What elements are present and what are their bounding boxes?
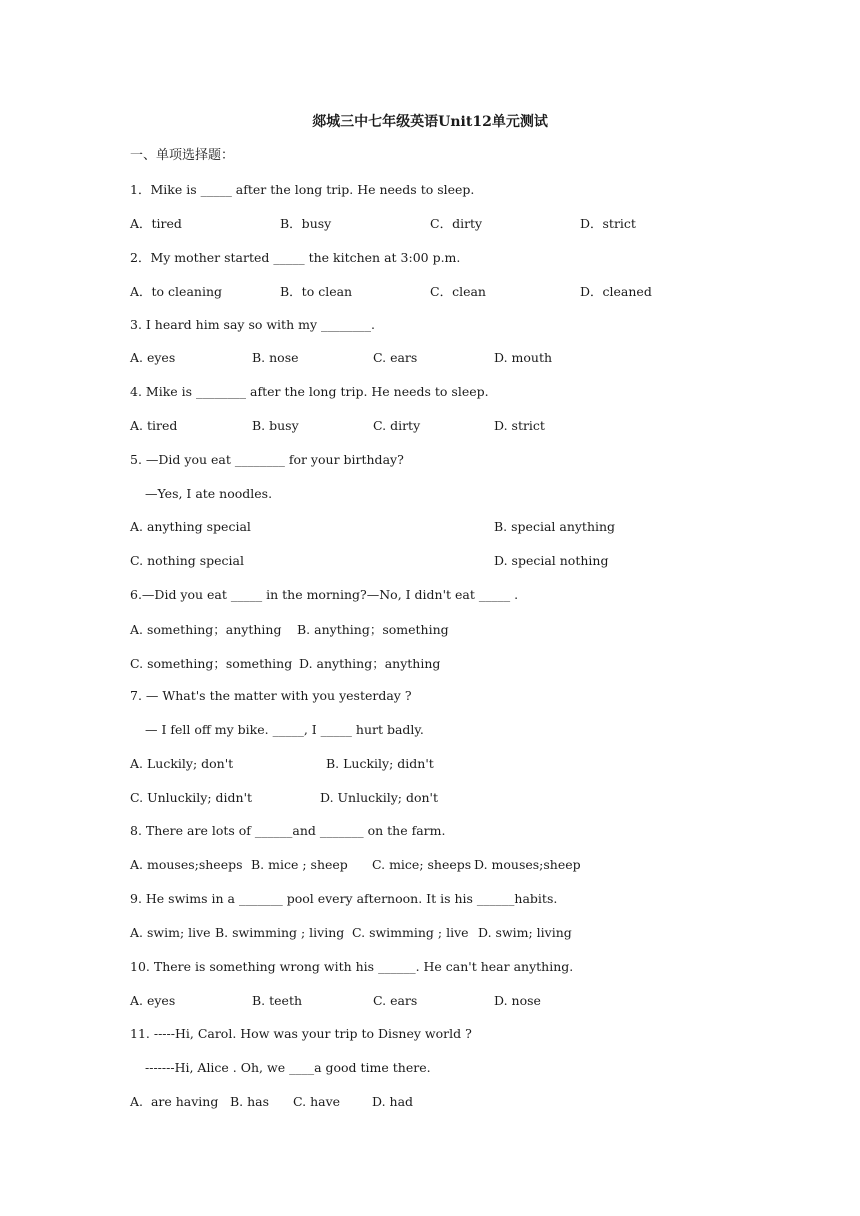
question-11-option-c: C. have (293, 1094, 341, 1109)
question-10-option-b: B. teeth (252, 993, 303, 1008)
question-1-option-a: A．tired (130, 216, 182, 231)
question-8-option-b: B. mice ; sheep (251, 857, 348, 872)
question-5-stem: 5. —Did you eat ________ for your birthday? (130, 452, 404, 467)
question-1-option-c: C．dirty (430, 216, 483, 231)
question-5-option-c: C. nothing special (130, 553, 245, 568)
question-2-stem: 2．My mother started _____ the kitchen at 3:00 p.m. (130, 250, 461, 265)
question-10-option-d: D. nose (494, 993, 541, 1008)
question-10-option-a: A. eyes (130, 993, 176, 1008)
question-3-stem: 3. I heard him say so with my ________. (130, 317, 375, 332)
question-6-option-b: B. anything；something (297, 622, 449, 637)
question-7-stem: 7. — What's the matter with you yesterday ? (130, 688, 412, 703)
question-8-option-c: C. mice; sheeps (372, 857, 472, 872)
question-1-option-d: D．strict (580, 216, 636, 231)
question-10-stem: 10. There is something wrong with his ______. He can't hear anything. (130, 959, 574, 974)
question-6-stem: 6.—Did you eat _____ in the morning?—No, I didn't eat _____ . (130, 587, 519, 602)
question-9-option-b: B. swimming ; living (215, 925, 345, 940)
question-1-option-b: B．busy (280, 216, 332, 231)
question-3-option-c: C. ears (373, 350, 418, 365)
question-11-stem-reply: -------Hi, Alice . Oh, we ____a good time there. (145, 1060, 431, 1075)
document-title: 郯城三中七年级英语Unit12单元测试 (312, 114, 548, 130)
question-8-stem: 8. There are lots of ______and _______ on the farm. (130, 823, 446, 838)
question-5-option-a: A. anything special (130, 519, 251, 534)
question-7-option-a: A. Luckily; don't (130, 756, 234, 771)
question-3-option-a: A. eyes (130, 350, 176, 365)
question-9-option-d: D. swim; living (478, 925, 572, 940)
question-7-option-d: D. Unluckily; don't (320, 790, 439, 805)
question-10-option-c: C. ears (373, 993, 418, 1008)
question-3-option-b: B. nose (252, 350, 299, 365)
question-5-stem-reply: —Yes, I ate noodles. (145, 486, 273, 501)
question-4-option-d: D. strict (494, 418, 545, 433)
question-7-option-c: C. Unluckily; didn't (130, 790, 253, 805)
section-heading: 一、单项选择题： (130, 148, 235, 163)
question-4-option-a: A. tired (130, 418, 178, 433)
question-3-option-d: D. mouth (494, 350, 553, 365)
question-1-stem: 1．Mike is _____ after the long trip. He needs to sleep. (130, 182, 475, 197)
question-6-option-d: D. anything；anything (299, 656, 441, 671)
question-5-option-d: D. special nothing (494, 553, 609, 568)
question-8-option-a: A. mouses;sheeps (130, 857, 243, 872)
question-6-option-c: C. something；something (130, 656, 293, 671)
question-9-option-c: C. swimming ; live (352, 925, 469, 940)
question-11-option-d: D. had (372, 1094, 414, 1109)
question-2-option-b: B．to clean (280, 284, 353, 299)
question-11-stem: 11. -----Hi, Carol. How was your trip to Disney world ? (130, 1026, 472, 1041)
question-11-option-b: B. has (230, 1094, 270, 1109)
question-7-stem-reply: — I fell off my bike. _____, I _____ hurt badly. (145, 722, 424, 737)
question-9-option-a: A. swim; live (130, 925, 211, 940)
question-8-option-d: D. mouses;sheep (474, 857, 581, 872)
question-11-option-a: A. are having (130, 1094, 219, 1109)
question-6-option-a: A. something；anything (130, 622, 282, 637)
question-4-option-c: C. dirty (373, 418, 421, 433)
question-5-option-b: B. special anything (494, 519, 616, 534)
question-2-option-d: D．cleaned (580, 284, 652, 299)
question-2-option-a: A．to cleaning (130, 284, 222, 299)
question-4-stem: 4. Mike is ________ after the long trip. He needs to sleep. (130, 384, 489, 399)
question-7-option-b: B. Luckily; didn't (326, 756, 434, 771)
question-4-option-b: B. busy (252, 418, 299, 433)
question-2-option-c: C．clean (430, 284, 486, 299)
question-9-stem: 9. He swims in a _______ pool every afternoon. It is his ______habits. (130, 891, 558, 906)
